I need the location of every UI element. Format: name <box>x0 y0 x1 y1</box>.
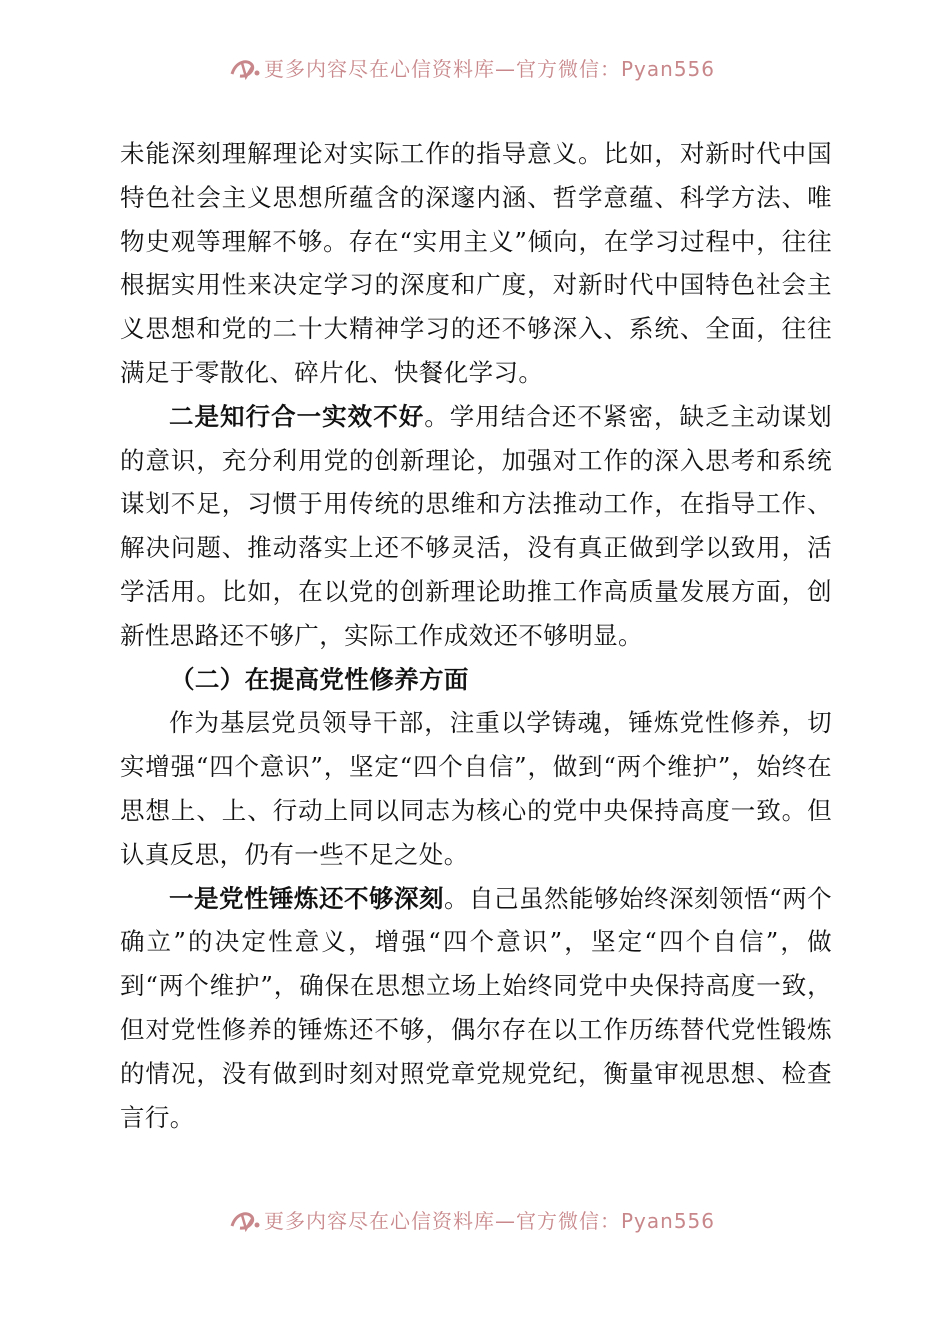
section-heading: （二）在提高党性修养方面 <box>170 664 469 694</box>
paragraph-intro: 作为基层党员领导干部，注重以学铸魂，锤炼党性修养，切实增强“四个意识”，坚定“四个自信”，做到“两个维护”，始终在思想上、上、行动上同以同志为核心的党中央保持高度一致。但认真反思，仍有一些不足之处。 <box>120 708 832 869</box>
watermark-text: 更多内容尽在心信资料库—官方微信：Pyan556 <box>264 1209 716 1233</box>
paragraph-lead-phrase: 一是党性锤炼还不够深刻 <box>169 883 445 913</box>
watermark-text: 更多内容尽在心信资料库—官方微信：Pyan556 <box>264 57 716 81</box>
paragraph-body-text: 。自己虽然能够始终深刻领悟“两个确立”的决定性意义，增强“四个意识”，坚定“四个自信”，做到“两个维护”，确保在思想立场上始终同党中央保持高度一致，但对党性修养的锤炼还不够，偶尔存在以工作历练替代党性锻炼的情况，没有做到时刻对照党章党规党纪，衡量审视思想、检查言行。 <box>120 883 832 1132</box>
watermark-header <box>228 54 728 84</box>
paragraph-continuation: 未能深刻理解理论对实际工作的指导意义。比如，对新时代中国特色社会主义思想所蕴含的深邃内涵、哲学意蕴、科学方法、唯物史观等理解不够。存在“实用主义”倾向，在学习过程中，往往根据实用性来决定学习的深度和广度，对新时代中国特色社会主义思想和党的二十大精神学习的还不够深入、系统、全面，往往满足于零散化、碎片化、快餐化学习。 <box>120 139 832 387</box>
paragraph-body-text: 。学用结合还不紧密，缺乏主动谋划的意识，充分利用党的创新理论，加强对工作的深入思考和系统谋划不足，习惯于用传统的思维和方法推动工作，在指导工作、解决问题、推动落实上还不够灵活，没有真正做到学以致用，活学活用。比如，在以党的创新理论助推工作高质量发展方面，创新性思路还不够广，实际工作成效还不够明显。 <box>120 401 833 650</box>
watermark-footer <box>228 1206 728 1236</box>
paragraph-knowledge-action <box>120 395 832 658</box>
document-body <box>120 132 832 1139</box>
paragraph-party-discipline <box>120 877 832 1140</box>
watermark-logo-icon <box>228 57 262 81</box>
paragraph-lead-phrase: 二是知行合一实效不好 <box>169 401 425 431</box>
watermark-logo-icon <box>228 1209 262 1233</box>
